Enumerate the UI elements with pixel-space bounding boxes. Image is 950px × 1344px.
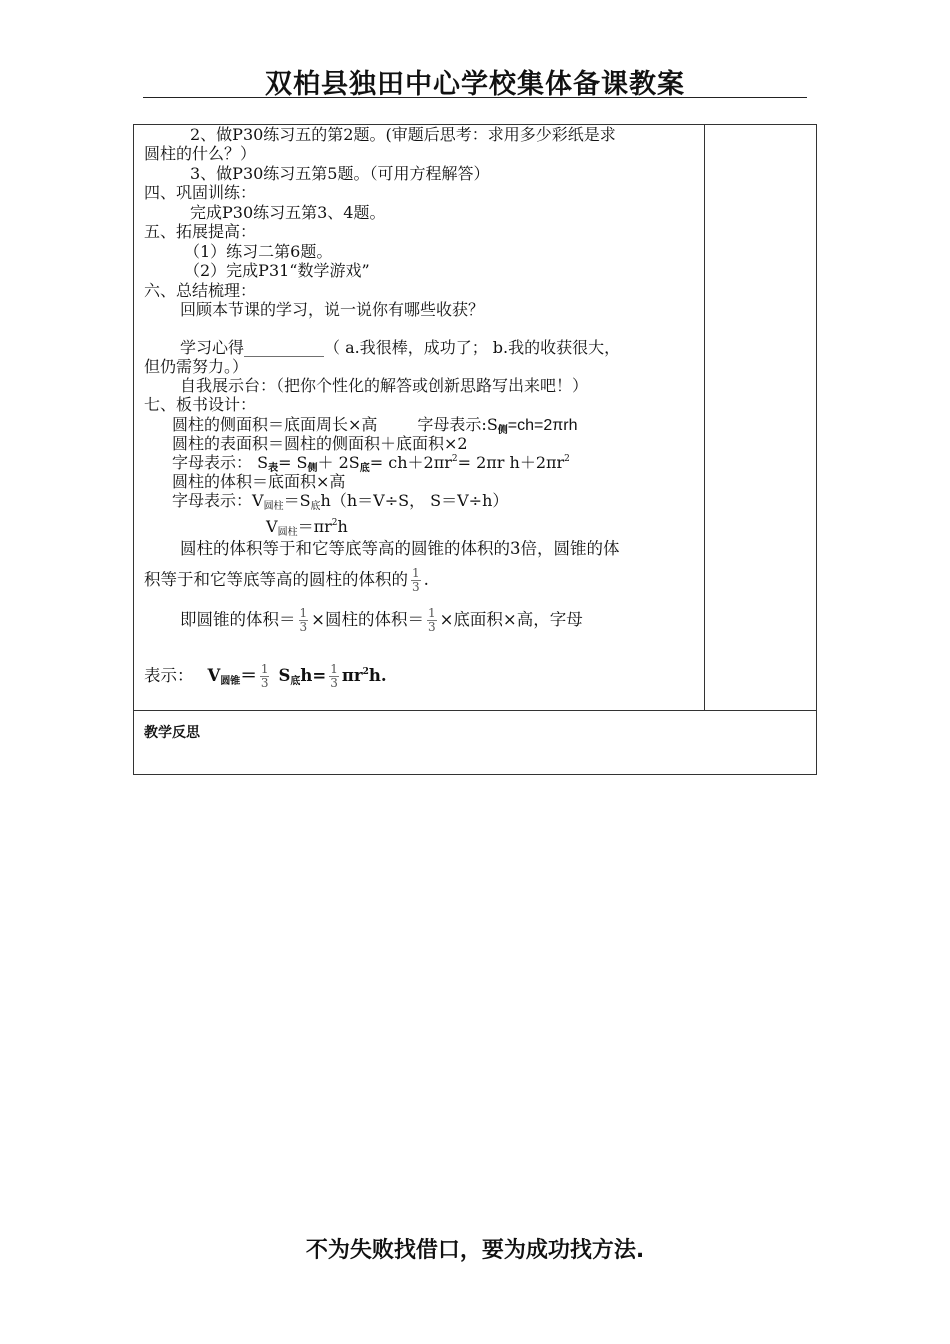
- exercise-3-line: 3、做P30练习五第5题。（可用方程解答）: [190, 164, 490, 183]
- section-6-heading: 六、总结梳理：: [144, 281, 257, 300]
- formula-volume: 圆柱的体积＝底面积×高: [172, 472, 346, 491]
- formula-volume-letters: 字母表示：V圆柱＝S底h（h＝V÷S， S＝V÷h）: [172, 491, 509, 512]
- fraction-one-third: $\frac{1}{3}$: [260, 662, 269, 690]
- self-showcase-line: 自我展示台：（把你个性化的解答或创新思路写出来吧！）: [180, 376, 589, 395]
- cone-volume-formula: 表示： V圆锥＝ $\frac{1}{3}$ S底h= $\frac{1}{3}$ $\pi r^2h$.: [144, 662, 387, 690]
- column-divider: [704, 125, 705, 710]
- section-4-heading: 四、巩固训练：: [144, 183, 257, 202]
- fraction-one-third: $\frac{1}{3}$: [330, 662, 338, 690]
- section-7-heading: 七、板书设计：: [144, 395, 257, 414]
- document-title: 双柏县独田中心学校集体备课教案: [265, 69, 685, 100]
- cone-relation-line-2: 积等于和它等底等高的圆柱的体积的 $\frac{1}{3}$ .: [144, 566, 429, 594]
- row-divider: [134, 710, 816, 711]
- exercise-2-line: 2、做P30练习五的第2题。(审题后思考：求用多少彩纸是求: [190, 125, 616, 144]
- teaching-reflection-label: 教学反思: [144, 725, 200, 741]
- formula-volume-pi: V圆柱$=\pi r^2h$: [266, 517, 348, 538]
- fraction-one-third: $\frac{1}{3}$: [299, 606, 308, 634]
- fraction-one-third: $\frac{1}{3}$: [427, 606, 436, 634]
- cone-volume-line: 即圆锥的体积＝ $\frac{1}{3}$ ×圆柱的体积＝ $\frac{1}{3}$ ×底面积×高，字母: [180, 606, 583, 634]
- section-5-heading: 五、拓展提高：: [144, 222, 257, 241]
- section-5-item-1: （1）练习二第6题。: [184, 242, 333, 261]
- header-rule: [143, 97, 807, 98]
- learning-notes-line: 学习心得__________（ a.我很棒，成功了； b.我的收获很大，: [180, 338, 621, 357]
- learning-notes-line-cont: 但仍需努力。）: [144, 357, 249, 376]
- cone-relation-line-1: 圆柱的体积等于和它等底等高的圆锥的体积的3倍，圆锥的体: [180, 539, 620, 558]
- section-5-item-2: （2）完成P31“数学游戏”: [184, 261, 370, 280]
- exercise-2-line-cont: 圆柱的什么？）: [144, 144, 257, 163]
- formula-surface-area: 圆柱的表面积＝圆柱的侧面积＋底面积×2: [172, 434, 468, 453]
- lesson-plan-table: [133, 124, 817, 775]
- fraction-one-third: $\frac{1}{3}$: [412, 566, 420, 594]
- section-6-text: 回顾本节课的学习，说一说你有哪些收获？: [180, 300, 485, 319]
- section-4-text: 完成P30练习五第3、4题。: [190, 203, 386, 222]
- formula-surface-area-letters: 字母表示： S表= S侧＋ 2S底= $ch+2\pi r^2= 2\pi r$ $h+2\pi r^2$: [172, 453, 570, 474]
- footer-quote: 不为失败找借口，要为成功找方法.: [305, 1238, 645, 1263]
- formula-lateral-area: 圆柱的侧面积＝底面周长×高 字母表示:S侧=ch=2πrh: [172, 415, 578, 436]
